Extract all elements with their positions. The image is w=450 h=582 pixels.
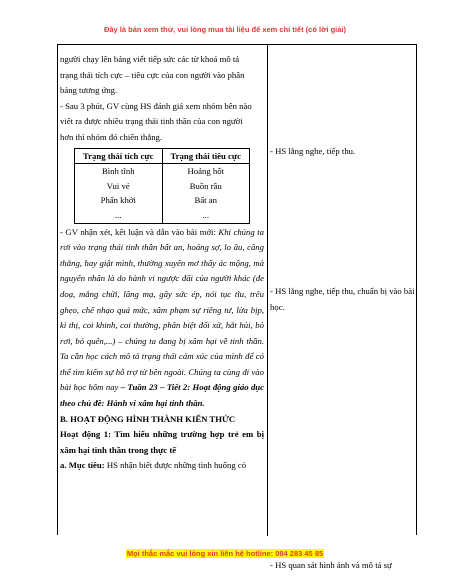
intro-line: viết ra được nhiều trạng thái tinh thần của con người (60, 116, 243, 127)
table-row (75, 179, 250, 194)
emotional-state-table (74, 148, 250, 224)
table-cell: Buồn rầu (162, 179, 250, 194)
objective-line (60, 458, 264, 474)
intro-line: người chạy lên bảng viết tiếp sức các từ khoá mô tả (60, 54, 240, 64)
objective-text: HS nhận biết được những tình huống có (104, 460, 247, 471)
student-response-2: - HS lắng nghe, tiếp thu, chuẩn bị vào bài học. (270, 286, 415, 312)
teacher-activity-column (60, 52, 264, 474)
table-header-row (75, 148, 250, 164)
hotline-text: Mọi thắc mắc vui lòng xin liên hệ hotline: 084 283 45 85 (126, 549, 324, 558)
conclusion-intro: - GV nhận xét, kết luận và dẫn vào bài mới: (60, 226, 219, 237)
table-cell: Bất an (162, 193, 250, 208)
table-row (75, 208, 250, 223)
intro-line: trạng thái tích cực – tiêu cực của con người vào phân (60, 69, 245, 80)
table-row (75, 164, 250, 179)
table-cell: Vui vẻ (75, 179, 163, 194)
student-response-1: - HS lắng nghe, tiếp thu. (270, 146, 356, 156)
conclusion-paragraph (60, 225, 264, 412)
student-response-3: - HS quan sát hình ảnh và mô tả sự (270, 560, 392, 570)
column-divider (267, 45, 268, 536)
table-cell: Phấn khởi (75, 193, 163, 208)
objective-label: a. Mục tiêu: (60, 460, 105, 471)
intro-line: bảng tương ứng. (60, 85, 118, 96)
table-row (75, 193, 250, 208)
positive-state-header: Trạng thái tích cực (75, 148, 163, 164)
activity-1-heading: Hoạt động 1: Tìm hiểu những trường hợp trẻ em bị xâm hại tinh thần trong thực tế (60, 429, 264, 455)
conclusion-italic-text: Khi chúng ta rơi vào trạng thái tinh thần bất an, hoảng sợ, lo âu, căng thẳng, hay giật mình, thường xuyên mơ thấy ác mộng, mà nguyên nhân là do hành vi ngược đãi của người khác (đe doạ, mắng chửi, lăng mạ, gây sức ép, nói tục tĩu, trêu ghẹo, chế nhạo quá mức, xâm phạm sự riêng tư, lừa bịp, kì thị, coi khinh, coi thường, phân biệt đối xử, hắt hủi, bỏ rơi, bỏ quên,...) – chúng ta đang bị xâm hại về tinh thần. Ta cần học cách mô tả trạng thái cảm xúc của mình để có thể tìm kiếm sự hỗ trợ từ bên ngoài. Chúng ta cùng đi vào bài học hôm nay (60, 226, 264, 393)
hotline-notice (0, 549, 450, 558)
table-cell: ... (162, 208, 250, 223)
table-cell: Bình tĩnh (75, 164, 163, 179)
table-cell: ... (75, 208, 163, 223)
preview-notice: Đây là bản xem thử, vui lòng mua tài liệu để xem chi tiết (có lời giải) (103, 25, 347, 34)
section-b-heading: B. HOẠT ĐỘNG HÌNH THÀNH KIẾN THỨC (60, 413, 236, 424)
lesson-title: – Tuần 23 – Tiết 2: Hoạt động giáo dục theo chủ đề: Hành vi xâm hại tinh thần. (60, 382, 264, 409)
intro-line: - Sau 3 phút, GV cùng HS đánh giá xem nhóm bên nào (60, 100, 252, 111)
negative-state-header: Trạng thái tiêu cực (162, 148, 250, 164)
intro-line: hơn thì nhóm đó chiến thắng. (60, 131, 163, 142)
table-cell: Hoảng hốt (162, 164, 250, 179)
